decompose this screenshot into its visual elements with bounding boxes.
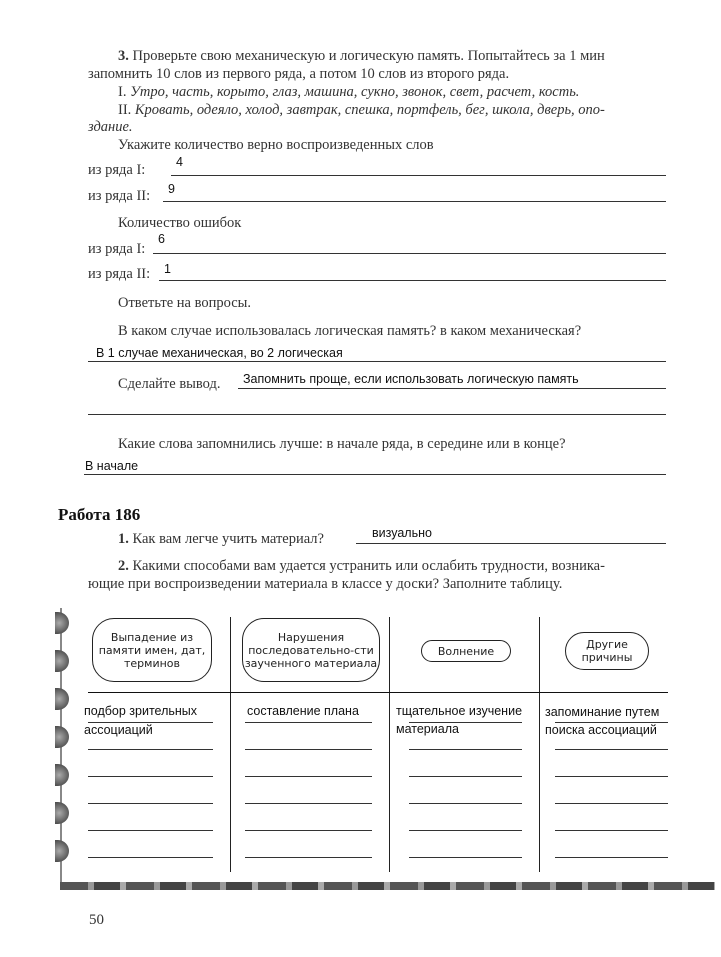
spiral-ring-icon <box>55 650 69 672</box>
table-header-col2: Нарушения последовательно-сти заученного материала <box>242 618 380 682</box>
spiral-ring-icon <box>55 840 69 862</box>
question-3: Какие слова запомнились лучше: в начале ряда, в середине или в конце? <box>118 436 566 452</box>
table-line <box>245 803 372 804</box>
table-line <box>409 749 522 750</box>
table-line <box>245 722 372 723</box>
word-row-1 <box>118 84 579 101</box>
word-row-2 <box>118 102 605 119</box>
spiral-ring-icon <box>55 764 69 786</box>
table-header-col1: Выпадение из памяти имен, дат, терминов <box>92 618 212 682</box>
work186-q2-line1 <box>118 558 605 575</box>
table-header-col3: Волнение <box>421 640 511 662</box>
notepad-bottom-edge <box>60 882 715 890</box>
answer-line <box>153 253 666 254</box>
row-words: Кровать, одеяло, холод, завтрак, спешка, портфель, бег, школа, дверь, опо- <box>134 102 605 118</box>
question-number: 2. <box>118 558 129 574</box>
table-line <box>555 776 668 777</box>
table-cell-col4-line2[interactable]: поиска ассоциаций <box>545 723 657 737</box>
answer-1-input[interactable]: В 1 случае механическая, во 2 логическая <box>96 346 343 360</box>
word-row-2-cont: здание. <box>88 119 133 135</box>
task3-intro-line2: запомнить 10 слов из первого ряда, а потом 10 слов из второго ряда. <box>88 66 510 82</box>
answer-3-input[interactable]: В начале <box>85 459 139 473</box>
table-cell-col3-line2[interactable]: материала <box>396 722 459 736</box>
question-text: Какими способами вам удается устранить или ослабить трудности, возника- <box>128 558 605 574</box>
column-divider <box>539 617 540 872</box>
page-number: 50 <box>89 912 104 928</box>
table-header-col4: Другие причины <box>565 632 649 670</box>
answer-line <box>163 201 666 202</box>
column-divider <box>230 617 231 872</box>
conclusion-label: Сделайте вывод. <box>118 376 221 392</box>
row-label: I. <box>118 84 131 100</box>
table-line <box>88 830 213 831</box>
errors-row2-label: из ряда II: <box>88 266 151 282</box>
table-line <box>88 749 213 750</box>
table-line <box>409 803 522 804</box>
spiral-ring-icon <box>55 802 69 824</box>
header-rule <box>88 692 668 693</box>
table-cell-col2-line1[interactable]: составление плана <box>247 704 359 718</box>
table-cell-col1-line2[interactable]: ассоциаций <box>84 723 153 737</box>
question-1: В каком случае использовалась логическая память? в каком механическая? <box>118 323 582 339</box>
errors-prompt: Количество ошибок <box>118 215 242 231</box>
table-line <box>555 749 668 750</box>
table-line <box>555 830 668 831</box>
table-cell-col1-line1[interactable]: подбор зрительных <box>84 704 198 718</box>
task-text: Проверьте свою механическую и логическую память. Попытайтесь за 1 мин <box>128 48 605 64</box>
table-line <box>88 803 213 804</box>
table-line <box>245 830 372 831</box>
conclusion-input[interactable]: Запомнить проще, если использовать логическую память <box>243 372 579 386</box>
correct-row2-label: из ряда II: <box>88 188 151 204</box>
work186-q1 <box>118 531 324 548</box>
answer-line <box>88 361 666 362</box>
answer-prompt: Ответьте на вопросы. <box>118 295 252 311</box>
work186-q2-line2: ющие при воспроизведении материала в классе у доски? Заполните таблицу. <box>88 576 563 592</box>
table-line <box>88 722 213 723</box>
table-cell-col3-line1[interactable]: тщательное изучение <box>396 704 523 718</box>
table-line <box>245 749 372 750</box>
answer-line <box>238 388 666 389</box>
answer-line <box>356 543 666 544</box>
table-line <box>409 857 522 858</box>
answer-line <box>171 175 666 176</box>
answer-line <box>84 474 666 475</box>
answer-line <box>159 280 666 281</box>
table-line <box>245 776 372 777</box>
section-title: Работа 186 <box>58 505 141 524</box>
spiral-ring-icon <box>55 612 69 634</box>
table-line <box>555 803 668 804</box>
spiral-ring-icon <box>55 688 69 710</box>
table-line <box>88 857 213 858</box>
question-number: 1. <box>118 531 129 547</box>
table-line <box>409 830 522 831</box>
table-line <box>409 722 522 723</box>
errors-row1-label: из ряда I: <box>88 241 146 257</box>
column-divider <box>389 617 390 872</box>
correct-row1-input[interactable]: 4 <box>176 155 183 169</box>
table-line <box>245 857 372 858</box>
table-line <box>409 776 522 777</box>
question-text: Как вам легче учить материал? <box>128 531 324 547</box>
spiral-ring-icon <box>55 726 69 748</box>
task3-intro-line1 <box>118 48 605 65</box>
table-line <box>88 776 213 777</box>
task-number: 3. <box>118 48 129 64</box>
answer-line <box>88 414 666 415</box>
correct-row1-label: из ряда I: <box>88 162 146 178</box>
work186-a1-input[interactable]: визуально <box>372 526 432 540</box>
row-words: Утро, часть, корыто, глаз, машина, сукно, звонок, свет, расчет, кость. <box>130 84 580 100</box>
correct-row2-input[interactable]: 9 <box>168 182 175 196</box>
table-cell-col4-line1[interactable]: запоминание путем <box>545 705 660 719</box>
correct-count-prompt: Укажите количество верно воспроизведенных слов <box>118 137 434 153</box>
errors-row1-input[interactable]: 6 <box>158 232 165 246</box>
row-label: II. <box>118 102 135 118</box>
table-line <box>555 857 668 858</box>
table-line <box>555 722 668 723</box>
errors-row2-input[interactable]: 1 <box>164 262 171 276</box>
